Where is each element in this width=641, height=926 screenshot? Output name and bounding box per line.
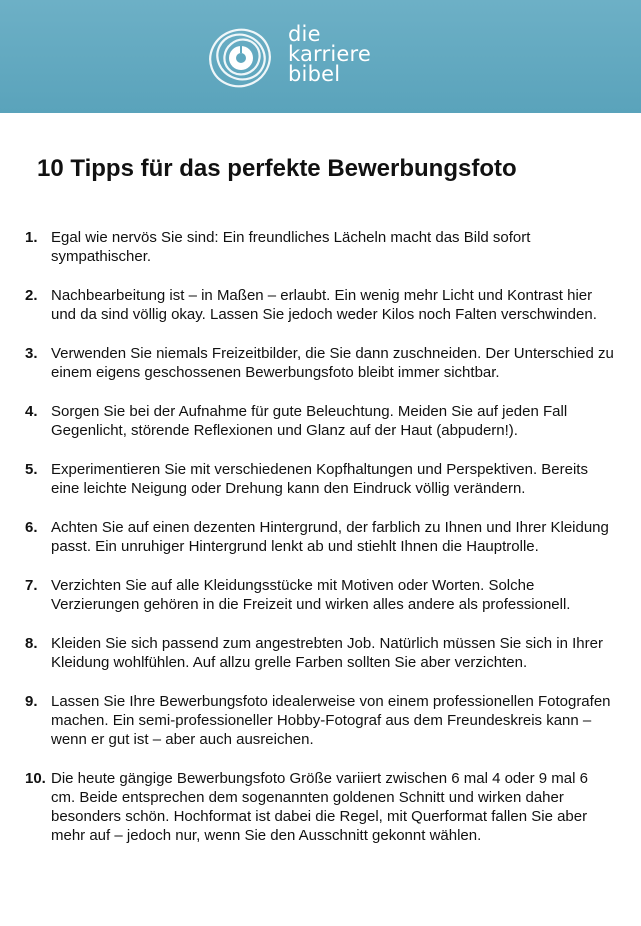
tip-text: Kleiden Sie sich passend zum angestrebten Job. Natürlich müssen Sie sich in Ihrer Kleidung wohlfühlen. Auf allzu grelle Farben sollten Sie aber verzichten. <box>51 635 603 671</box>
logo-line-3: bibel <box>288 62 341 86</box>
tip-item-9 <box>25 692 615 749</box>
logo-line-1: die <box>288 22 321 46</box>
tip-number: 5. <box>25 461 38 478</box>
tip-text: Nachbearbeitung ist – in Maßen – erlaubt. Ein wenig mehr Licht und Kontrast hier und da sind völlig okay. Lassen Sie jedoch weder Kilos noch Falten verschwinden. <box>51 287 597 323</box>
tip-text: Die heute gängige Bewerbungsfoto Größe variiert zwischen 6 mal 4 oder 9 mal 6 cm. Beide entsprechen dem sogenannten goldenen Schnitt und wirken daher besonders schön. Hochformat ist dabei die Regel, mit Querformat fallen Sie aber mehr auf – jedoch nur, wenn Sie den Ausschnitt gekonnt wählen. <box>51 770 588 844</box>
tip-item-4 <box>25 402 615 440</box>
tip-text: Lassen Sie Ihre Bewerbungsfoto idealerweise von einem professionellen Fotografen machen. Ein semi-professioneller Hobby-Fotograf aus dem Freundeskreis kann – wenn er gut ist – aber auch ausreichen. <box>51 693 611 748</box>
tip-text: Experimentieren Sie mit verschiedenen Kopfhaltungen und Perspektiven. Bereits eine leichte Neigung oder Drehung kann den Eindruck völlig verändern. <box>51 461 588 497</box>
tip-text: Sorgen Sie bei der Aufnahme für gute Beleuchtung. Meiden Sie auf jeden Fall Gegenlicht, störende Reflexionen und Glanz auf der Haut (abpudern!). <box>51 403 568 439</box>
tip-item-2 <box>25 286 615 324</box>
tip-number: 4. <box>25 403 38 420</box>
page-title: 10 Tipps für das perfekte Bewerbungsfoto <box>37 155 517 182</box>
tips-list <box>25 228 615 865</box>
tip-item-8 <box>25 634 615 672</box>
logo-wordmark <box>288 24 371 84</box>
tip-item-6 <box>25 518 615 556</box>
brand-logo[interactable] <box>206 22 386 96</box>
header-banner <box>0 0 641 113</box>
logo-swirl-icon <box>206 22 276 92</box>
tip-item-5 <box>25 460 615 498</box>
tip-number: 6. <box>25 519 38 536</box>
logo-line-2: karriere <box>288 42 372 66</box>
tip-text: Achten Sie auf einen dezenten Hintergrund, der farblich zu Ihnen und Ihrer Kleidung passt. Ein unruhiger Hintergrund lenkt ab und stiehlt Ihnen die Hauptrolle. <box>51 519 609 555</box>
tip-number: 3. <box>25 345 38 362</box>
tip-item-3 <box>25 344 615 382</box>
tip-item-7 <box>25 576 615 614</box>
tip-number: 2. <box>25 287 38 304</box>
tip-text: Verwenden Sie niemals Freizeitbilder, die Sie dann zuschneiden. Der Unterschied zu einem eigens geschossenen Bewerbungsfoto bleibt immer sichtbar. <box>51 345 614 381</box>
tip-item-10 <box>25 769 615 845</box>
tip-number: 1. <box>25 229 38 246</box>
tip-number: 9. <box>25 693 38 710</box>
tip-number: 8. <box>25 635 38 652</box>
tip-item-1 <box>25 228 615 266</box>
tip-text: Egal wie nervös Sie sind: Ein freundliches Lächeln macht das Bild sofort sympathischer. <box>51 229 531 265</box>
tip-number: 7. <box>25 577 38 594</box>
tip-number: 10. <box>25 770 46 787</box>
tip-text: Verzichten Sie auf alle Kleidungsstücke mit Motiven oder Worten. Solche Verzierungen gehören in die Freizeit und wirken alles andere als professionell. <box>51 577 571 613</box>
